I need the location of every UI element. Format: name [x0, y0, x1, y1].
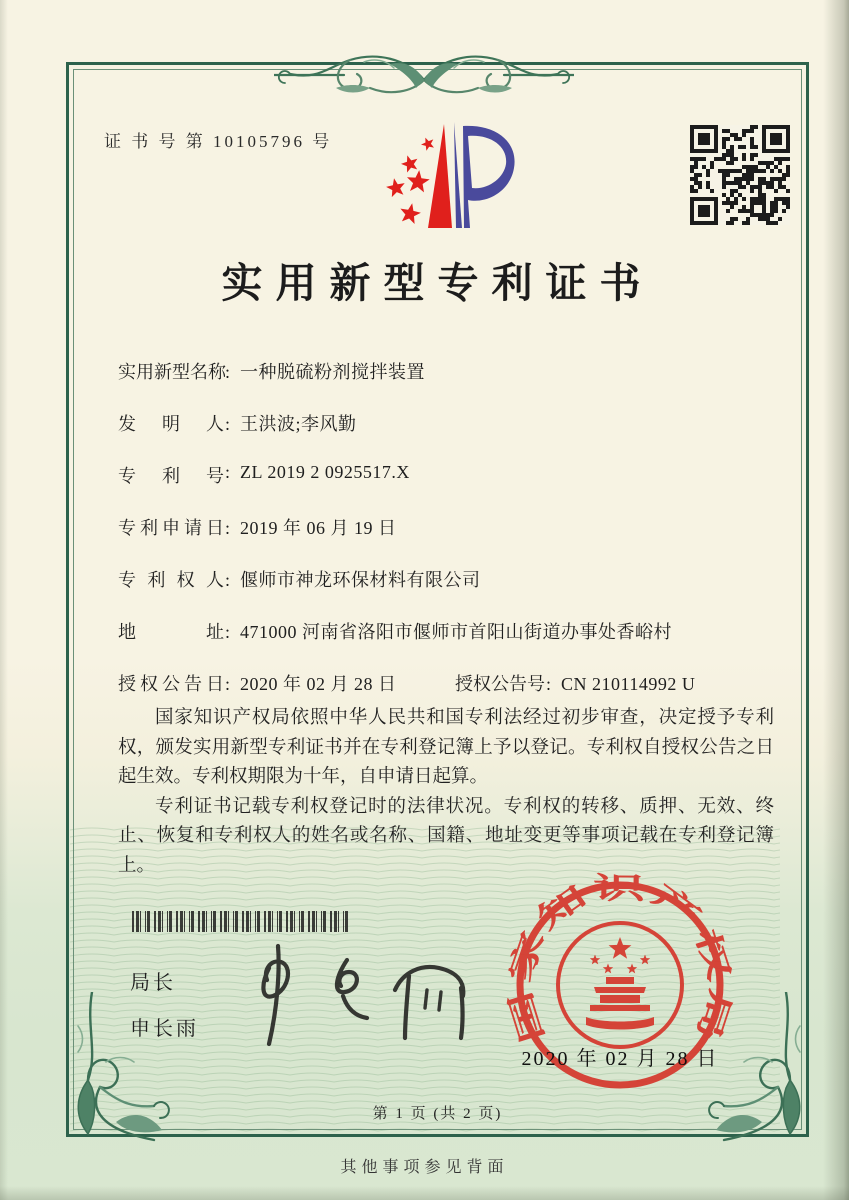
field-grant-number [455, 670, 695, 696]
field-filing-date [118, 514, 783, 542]
seal-text: 国家知识产权局 [503, 872, 737, 1047]
field-label: 专利权人 [118, 570, 224, 590]
field-grant-date-and-number [118, 670, 783, 698]
field-patent-number [118, 462, 783, 490]
colon: : [225, 462, 231, 482]
colon: : [225, 518, 231, 538]
certificate-number: 证 书 号 第 10105796 号 [104, 132, 333, 151]
officer-title: 局长 [130, 972, 176, 994]
field-label: 专利号 [118, 466, 224, 486]
legal-text [118, 704, 774, 881]
barcode [132, 911, 348, 932]
colon: : [225, 362, 231, 382]
field-list [118, 358, 783, 722]
seal-date: 2020 年 02 月 28 日 [521, 1048, 719, 1070]
scan-edge-shadow [0, 0, 8, 1200]
field-value: 2019 年 06 月 19 日 [240, 518, 397, 538]
scan-edge-shadow [823, 0, 849, 1200]
field-label: 发明人 [118, 414, 224, 434]
officer-name: 申长雨 [130, 1018, 199, 1040]
back-side-note: 其他事项参见背面 [340, 1159, 509, 1176]
field-utility-model-name [118, 358, 783, 386]
field-address [118, 618, 783, 646]
field-label: 授权公告号 [455, 674, 545, 694]
field-label: 实用新型名称 [118, 362, 226, 382]
colon: : [225, 674, 231, 694]
colon: : [225, 570, 231, 590]
colon: : [225, 414, 231, 434]
cnipa-logo-icon [366, 116, 531, 234]
field-value: 王洪波;李风勤 [240, 414, 357, 434]
qr-code [690, 125, 790, 225]
scan-edge-shadow [0, 1186, 849, 1200]
field-label: 地址 [118, 622, 224, 642]
officer-block [130, 966, 199, 1041]
field-inventors [118, 410, 783, 438]
field-label: 授权公告日 [118, 674, 224, 694]
field-label: 专利申请日 [118, 518, 224, 538]
field-value: 一种脱硫粉剂搅拌装置 [240, 362, 426, 382]
field-value: 偃师市神龙环保材料有限公司 [240, 570, 481, 590]
field-value: CN 210114992 U [561, 674, 696, 694]
field-value: 2020 年 02 月 28 日 [240, 674, 397, 694]
legal-paragraph-1: 国家知识产权局依照中华人民共和国专利法经过初步审查，决定授予专利权，颁发实用新型专利证书并在专利登记簿上予以登记。专利权自授权公告之日起生效。专利权期限为十年，自申请日起算。 [118, 708, 774, 787]
colon: : [546, 674, 552, 694]
document-title: 实用新型专利证书 [221, 260, 654, 306]
national-emblem-icon [558, 923, 682, 1047]
field-patentee [118, 566, 783, 594]
field-value: 471000 河南省洛阳市偃师市首阳山街道办事处香峪村 [240, 622, 673, 642]
signature [243, 938, 483, 1056]
legal-paragraph-2: 专利证书记载专利权登记时的法律状况。专利权的转移、质押、无效、终止、恢复和专利权人的姓名或名称、国籍、地址变更等事项记载在专利登记簿上。 [118, 796, 774, 876]
page-number: 第 1 页 (共 2 页) [372, 1106, 503, 1122]
field-value: ZL 2019 2 0925517.X [240, 462, 410, 482]
colon: : [225, 622, 231, 642]
